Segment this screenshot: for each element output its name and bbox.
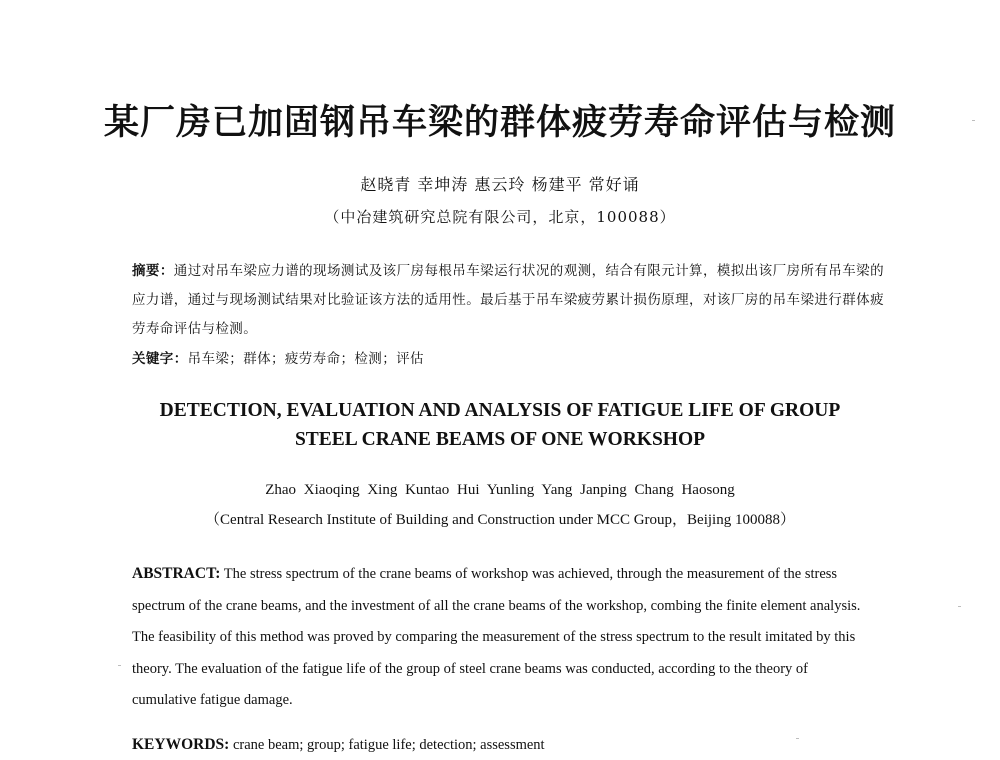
- scan-speck: [118, 665, 121, 666]
- english-keywords-text: crane beam; group; fatigue life; detection; assessment: [232, 737, 545, 753]
- scan-speck: [972, 120, 975, 121]
- english-authors: Zhao Xiaoqing Xing Kuntao Hui Yunling Yang Janping Chang Haosong: [265, 482, 735, 498]
- chinese-abstract-label: 摘要：: [132, 263, 174, 279]
- chinese-title: 某厂房已加固钢吊车梁的群体疲劳寿命评估与检测: [103, 103, 896, 143]
- english-affiliation: （Central Research Institute of Building and Construction under MCC Group，Beijing 100088）: [205, 512, 795, 528]
- english-title-line-2: STEEL CRANE BEAMS OF ONE WORKSHOP: [294, 429, 706, 450]
- chinese-abstract: [132, 257, 884, 344]
- chinese-keywords: [132, 345, 884, 374]
- english-abstract: [132, 558, 872, 717]
- english-abstract-label: ABSTRACT:: [132, 565, 221, 582]
- scan-speck: [796, 738, 799, 739]
- chinese-abstract-text: 通过对吊车梁应力谱的现场测试及该厂房每根吊车梁运行状况的观测，结合有限元计算，模拟出该厂房所有吊车梁的应力谱，通过与现场测试结果对比验证该方法的适用性。最后基于吊车梁疲劳累计损伤原理，对该厂房的吊车梁进行群体疲劳寿命评估与检测。: [132, 263, 884, 337]
- english-title-line-1: DETECTION, EVALUATION AND ANALYSIS OF FATIGUE LIFE OF GROUP: [159, 400, 841, 421]
- english-abstract-text: The stress spectrum of the crane beams of workshop was achieved, through the measurement of the stress spectrum of the crane beams, and the investment of all the crane beams of the workshop, combing the finite element analysis. The feasibility of this method was proved by comparing the measurement of the stress spectrum to the result imitated by this theory. The evaluation of the fatigue life of the group of steel crane beams was conducted, according to the theory of cumulative fatigue damage.: [132, 566, 861, 708]
- chinese-authors: 赵晓青 幸坤涛 惠云玲 杨建平 常好诵: [360, 175, 640, 194]
- scan-speck: [958, 606, 961, 607]
- chinese-keywords-label: 关键字：: [132, 351, 188, 367]
- english-title: [0, 396, 1000, 454]
- english-keywords-label: KEYWORDS:: [132, 736, 230, 753]
- chinese-affiliation: （中冶建筑研究总院有限公司，北京，100088）: [324, 208, 676, 226]
- english-keywords: [132, 734, 872, 756]
- chinese-keywords-text: 吊车梁；群体；疲劳寿命；检测；评估: [187, 351, 424, 367]
